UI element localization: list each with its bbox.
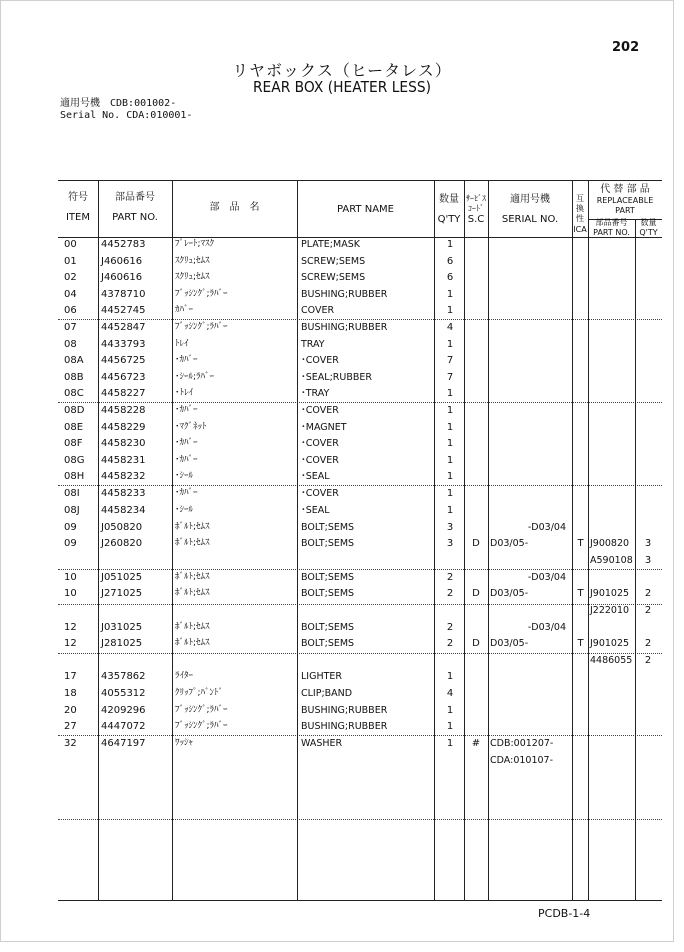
quantity: 6 (446, 272, 454, 283)
part-number: J281025 (101, 638, 143, 649)
part-number: 4458231 (101, 455, 146, 466)
quantity: 2 (446, 572, 454, 583)
serial-range: D03/05- (490, 638, 529, 649)
col-rule (488, 180, 489, 900)
part-number: 4458233 (101, 488, 146, 499)
part-number: 4458229 (101, 422, 146, 433)
header-replaceable-en-2: PART (615, 206, 635, 215)
part-name-japanese: ｽｸﾘｭ;ｾﾑｽ (175, 256, 210, 266)
part-name-japanese: ﾎﾞﾙﾄ;ｾﾑｽ (175, 622, 210, 632)
part-name: BUSHING;RUBBER (301, 289, 388, 300)
part-name-japanese: ﾎﾞﾙﾄ;ｾﾑｽ (175, 588, 210, 598)
service-code: D (472, 588, 480, 599)
header-replaceable-en-1: REPLACEABLE (596, 196, 654, 205)
item-number: 08D (64, 405, 85, 416)
part-name: ･SEAL (301, 471, 330, 482)
quantity: 1 (446, 239, 454, 250)
quantity: 1 (446, 505, 454, 516)
part-name: ･SEAL (301, 505, 330, 516)
page-footer-code: PCDB-1-4 (538, 907, 591, 920)
header-item-en: ITEM (65, 212, 90, 223)
item-number: 06 (64, 305, 77, 316)
part-number: J260820 (101, 538, 143, 549)
part-number: 4456725 (101, 355, 146, 366)
header-ica-4: ICA (573, 225, 587, 234)
header-sc-jp-1: ｻｰﾋﾞｽ (466, 194, 486, 203)
header-replaceable-jp: 代 替 部 品 (600, 184, 650, 195)
quantity: 1 (446, 438, 454, 449)
part-name-japanese: ﾎﾞﾙﾄ;ｾﾑｽ (175, 638, 210, 648)
quantity: 3 (446, 538, 454, 549)
part-name: ･COVER (301, 488, 339, 499)
part-name: ･TRAY (301, 388, 330, 399)
part-name-japanese: ･ｶﾊﾞｰ (175, 455, 198, 465)
applicable-line-2: Serial No. CDA:010001- (60, 110, 193, 121)
part-name-japanese: ｸﾘｯﾌﾟ;ﾊﾞﾝﾄﾞ (175, 688, 224, 698)
quantity: 1 (446, 289, 454, 300)
col-rule (172, 180, 173, 900)
part-name-japanese: ｶﾊﾞｰ (175, 305, 194, 315)
item-number: 09 (64, 522, 77, 533)
part-name: BOLT;SEMS (301, 522, 355, 533)
replaceable-part-number: 4486055 (590, 655, 633, 666)
part-number: J050820 (101, 522, 143, 533)
quantity: 2 (446, 622, 454, 633)
item-number: 08C (64, 388, 84, 399)
part-name-japanese: ﾄﾚｲ (175, 339, 189, 349)
part-number: 4452745 (101, 305, 146, 316)
part-number: 4433793 (101, 339, 146, 350)
part-number: 4447072 (101, 721, 146, 732)
part-name: BOLT;SEMS (301, 638, 355, 649)
part-name-japanese: ･ｶﾊﾞｰ (175, 355, 198, 365)
part-number: 4458228 (101, 405, 146, 416)
item-number: 08G (64, 455, 85, 466)
serial-range: CDB:001207- (490, 738, 554, 749)
part-name-japanese: ･ｼｰﾙ (175, 505, 194, 515)
part-name-japanese: ･ﾏｸﾞﾈｯﾄ (175, 422, 207, 432)
serial-range: CDA:010107- (490, 755, 554, 766)
quantity: 1 (446, 339, 454, 350)
part-number: J460616 (101, 272, 143, 283)
item-number: 07 (64, 322, 77, 333)
part-name-japanese: ﾌﾞｯｼﾝｸﾞ;ﾗﾊﾞｰ (175, 289, 228, 299)
replaceable-part-number: J900820 (590, 538, 630, 549)
item-number: 10 (64, 572, 77, 583)
part-name-japanese: ﾜｯｼｬ (175, 738, 194, 748)
part-number: J051025 (101, 572, 143, 583)
part-name-japanese: ﾗｲﾀｰ (175, 671, 194, 681)
header-ica-2: 換 (576, 204, 584, 213)
part-name: WASHER (301, 738, 343, 749)
part-name: COVER (301, 305, 335, 316)
quantity: 1 (446, 738, 454, 749)
part-number: 4458227 (101, 388, 146, 399)
header-name-en: PART NAME (336, 204, 394, 215)
item-number: 10 (64, 588, 77, 599)
quantity: 7 (446, 355, 454, 366)
quantity: 1 (446, 671, 454, 682)
col-rule (588, 180, 589, 900)
table-bottom-rule (58, 900, 662, 901)
header-ica-1: 互 (576, 194, 584, 203)
part-name-japanese: ･ｼｰﾙ (175, 471, 194, 481)
item-number: 08J (64, 505, 80, 516)
part-number: 4055312 (101, 688, 146, 699)
header-ica-3: 性 (576, 214, 584, 223)
header-qty-en: Q'TY (437, 214, 461, 225)
part-number: 4357862 (101, 671, 146, 682)
quantity: 1 (446, 455, 454, 466)
quantity: 2 (446, 588, 454, 599)
header-qty-jp: 数量 (439, 194, 459, 205)
item-number: 08 (64, 339, 77, 350)
title-english: REAR BOX (HEATER LESS) (252, 78, 432, 96)
col-rule (297, 180, 298, 900)
part-name-japanese: ･ｶﾊﾞｰ (175, 488, 198, 498)
serial-range: -D03/04 (527, 522, 566, 533)
replaceable-part-number: J901025 (590, 588, 630, 599)
part-number: 4458232 (101, 471, 146, 482)
item-number: 09 (64, 538, 77, 549)
quantity: 4 (446, 688, 454, 699)
header-sc-jp-2: ｺｰﾄﾞ (468, 204, 484, 213)
serial-range: D03/05- (490, 538, 529, 549)
serial-range: -D03/04 (527, 572, 566, 583)
part-name-japanese: ﾎﾞﾙﾄ;ｾﾑｽ (175, 572, 210, 582)
part-name: ･COVER (301, 438, 339, 449)
item-number: 20 (64, 705, 77, 716)
replaceable-quantity: 3 (644, 555, 652, 566)
quantity: 7 (446, 372, 454, 383)
part-name: ･COVER (301, 405, 339, 416)
item-number: 08H (64, 471, 85, 482)
part-number: 4378710 (101, 289, 146, 300)
part-name-japanese: ･ｶﾊﾞｰ (175, 405, 198, 415)
part-name-japanese: ﾌﾞｯｼﾝｸﾞ;ﾗﾊﾞｰ (175, 721, 228, 731)
item-number: 01 (64, 256, 77, 267)
quantity: 4 (446, 322, 454, 333)
item-number: 00 (64, 239, 77, 250)
header-part-jp: 部品番号 (115, 192, 155, 203)
item-number: 12 (64, 622, 77, 633)
part-name: BUSHING;RUBBER (301, 705, 388, 716)
applicable-line-1: 適用号機 CDB:001002- (60, 98, 177, 109)
part-name-japanese: ﾌﾞｯｼﾝｸﾞ;ﾗﾊﾞｰ (175, 705, 228, 715)
part-name: ･MAGNET (301, 422, 347, 433)
replaceable-quantity: 2 (644, 588, 652, 599)
quantity: 1 (446, 705, 454, 716)
part-number: 4209296 (101, 705, 146, 716)
quantity: 1 (446, 488, 454, 499)
replaceable-quantity: 3 (644, 538, 652, 549)
part-number: J031025 (101, 622, 143, 633)
part-name-japanese: ｽｸﾘｭ;ｾﾑｽ (175, 272, 210, 282)
part-name-japanese: ･ｶﾊﾞｰ (175, 438, 198, 448)
part-number: 4647197 (101, 738, 146, 749)
part-number: J460616 (101, 256, 143, 267)
item-number: 08E (64, 422, 84, 433)
part-name: SCREW;SEMS (301, 272, 366, 283)
header-serial-en: SERIAL NO. (501, 214, 559, 225)
part-name: SCREW;SEMS (301, 256, 366, 267)
replaceable-part-number: A590108 (590, 555, 633, 566)
service-code: # (471, 738, 481, 749)
header-rep-part-jp: 部品番号 (595, 218, 628, 227)
item-number: 27 (64, 721, 77, 732)
interchangeability: T (577, 588, 584, 599)
serial-range: -D03/04 (527, 622, 566, 633)
part-name: BOLT;SEMS (301, 588, 355, 599)
part-name: ･COVER (301, 355, 339, 366)
item-number: 12 (64, 638, 77, 649)
part-name: BOLT;SEMS (301, 622, 355, 633)
part-number: 4452847 (101, 322, 146, 333)
replaceable-part-number: J222010 (590, 605, 630, 616)
replaceable-quantity: 2 (644, 655, 652, 666)
part-name-japanese: ﾌﾞｯｼﾝｸﾞ;ﾗﾊﾞｰ (175, 322, 228, 332)
part-name: ･COVER (301, 455, 339, 466)
part-name-japanese: ﾎﾞﾙﾄ;ｾﾑｽ (175, 522, 210, 532)
quantity: 1 (446, 471, 454, 482)
item-number: 32 (64, 738, 77, 749)
part-number: 4458234 (101, 505, 146, 516)
part-name: CLIP;BAND (301, 688, 353, 699)
header-name-jp: 部 品 名 (209, 202, 260, 213)
quantity: 2 (446, 638, 454, 649)
col-rule (98, 180, 99, 900)
part-name-japanese: ﾎﾞﾙﾄ;ｾﾑｽ (175, 538, 210, 548)
service-code: D (472, 638, 480, 649)
replaceable-part-number: J901025 (590, 638, 630, 649)
part-number: 4452783 (101, 239, 146, 250)
interchangeability: T (577, 638, 584, 649)
title-japanese: リヤボックス（ヒータレス） (232, 61, 452, 80)
page-number: 202 (612, 40, 640, 55)
part-name-japanese: ﾌﾟﾚｰﾄ;ﾏｽｸ (175, 239, 215, 249)
header-part-en: PART NO. (112, 212, 158, 223)
replaceable-quantity: 2 (644, 605, 652, 616)
part-number: 4458230 (101, 438, 146, 449)
header-sc-en: S.C (467, 214, 485, 225)
header-rep-qty-en: Q'TY (639, 228, 658, 237)
quantity: 1 (446, 388, 454, 399)
item-number: 08I (64, 488, 80, 499)
quantity: 3 (446, 522, 454, 533)
header-rep-qty-jp: 数量 (640, 218, 657, 227)
header-rep-part-en: PART NO. (593, 228, 630, 237)
item-number: 04 (64, 289, 77, 300)
part-number: J271025 (101, 588, 143, 599)
serial-range: D03/05- (490, 588, 529, 599)
part-name: BOLT;SEMS (301, 538, 355, 549)
header-serial-jp: 適用号機 (510, 194, 550, 205)
quantity: 1 (446, 305, 454, 316)
item-number: 17 (64, 671, 77, 682)
col-rule (434, 180, 435, 900)
quantity: 6 (446, 256, 454, 267)
part-name: ･SEAL;RUBBER (301, 372, 372, 383)
part-number: 4456723 (101, 372, 146, 383)
part-name: PLATE;MASK (301, 239, 360, 250)
quantity: 1 (446, 405, 454, 416)
part-name: TRAY (301, 339, 325, 350)
part-name: BUSHING;RUBBER (301, 322, 388, 333)
item-number: 08B (64, 372, 84, 383)
item-number: 08A (64, 355, 84, 366)
item-number: 18 (64, 688, 77, 699)
part-name-japanese: ･ｼｰﾙ;ﾗﾊﾞｰ (175, 372, 215, 382)
part-name: LIGHTER (301, 671, 343, 682)
header-item-jp: 符号 (68, 192, 88, 203)
part-name: BOLT;SEMS (301, 572, 355, 583)
item-number: 08F (64, 438, 83, 449)
part-name-japanese: ･ﾄﾚｲ (175, 388, 194, 398)
replaceable-quantity: 2 (644, 638, 652, 649)
service-code: D (472, 538, 480, 549)
part-name: BUSHING;RUBBER (301, 721, 388, 732)
quantity: 1 (446, 721, 454, 732)
item-number: 02 (64, 272, 77, 283)
quantity: 1 (446, 422, 454, 433)
interchangeability: T (577, 538, 584, 549)
